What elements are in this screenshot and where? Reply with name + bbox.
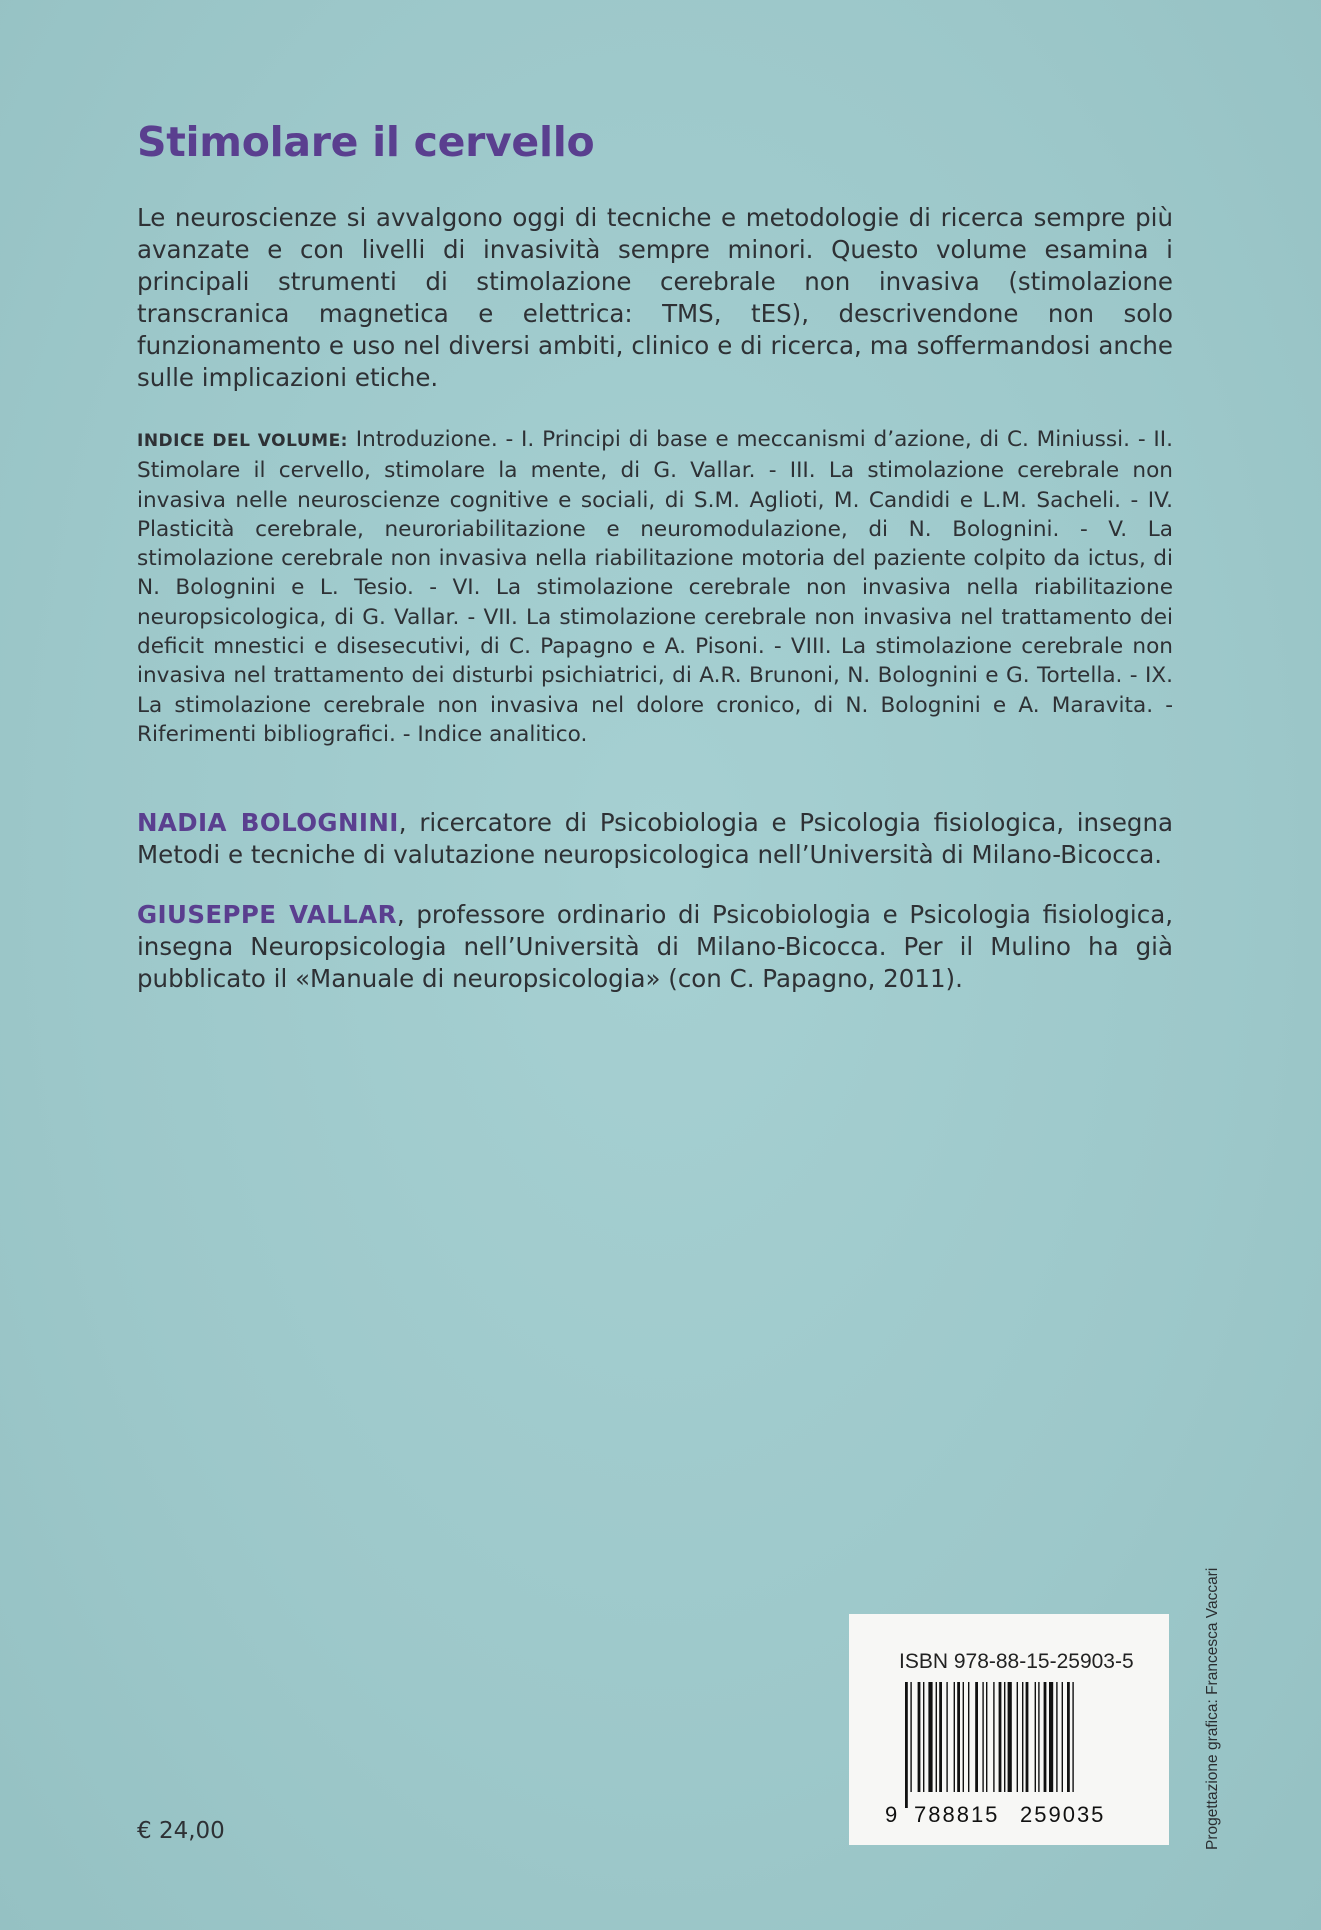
barcode-bar <box>954 1682 955 1792</box>
barcode-bar <box>923 1682 924 1792</box>
barcode-bar <box>968 1682 969 1792</box>
author-description-2: , professore ordinario di Psicobiologia e Psicologia fisiologica, insegna Neuropsicologia nell’Università di Milano-Bicocca. Per il Mulino ha già pubblicato il «Manuale di neuropsicologia» (con C. Papagno, 2011). <box>137 900 1174 993</box>
barcode-bar <box>982 1682 983 1792</box>
price-label: € 24,00 <box>137 1818 225 1844</box>
design-credit: Progettazione grafica: Francesca Vaccari <box>1204 1567 1221 1850</box>
barcode-digit-first: 9 <box>885 1802 898 1827</box>
author-description-1: , ricercatore di Psicobiologia e Psicologia fisiologica, insegna Metodi e tecniche di valutazione neuropsicologica nell’Università di Milano-Bicocca. <box>137 808 1174 869</box>
author-name-1: NADIA BOLOGNINI <box>137 808 399 837</box>
barcode-bar <box>1067 1682 1070 1808</box>
barcode-bar <box>939 1682 942 1792</box>
barcode-bar <box>1035 1682 1036 1792</box>
barcode-bar <box>936 1682 937 1792</box>
barcode-bar <box>999 1682 1002 1792</box>
toc-label: INDICE DEL VOLUME: <box>137 431 348 451</box>
barcode-bar <box>1022 1682 1023 1792</box>
barcode-bar <box>1017 1682 1018 1792</box>
barcode-bar <box>957 1682 960 1792</box>
barcode-bar <box>1044 1682 1047 1792</box>
barcode-bar <box>993 1682 994 1808</box>
barcode-bar <box>1004 1682 1005 1792</box>
barcode-bar <box>1062 1682 1063 1792</box>
author-bio-2 <box>137 899 1173 995</box>
barcode-bar <box>975 1682 978 1792</box>
barcode-bar <box>963 1682 964 1792</box>
barcode-bar <box>1056 1682 1057 1792</box>
book-description: Le neuroscienze si avvalgono oggi di tecniche e metodologie di ricerca sempre più avanzate e con livelli di invasività sempre minori. Questo volume esamina i principali strumenti di stimolazione cerebrale non invasiva (stimolazione transcranica magnetica e elettrica: TMS, tES), descrivendone non solo funzionamento e uso nel diversi ambiti, clinico e di ricerca, ma soffermandosi anche sulle implicazioni etiche. <box>137 203 1173 392</box>
barcode-bar <box>1008 1682 1012 1792</box>
barcode-bar <box>910 1682 911 1808</box>
barcode-bar <box>1072 1682 1073 1808</box>
book-title: Stimolare il cervello <box>137 118 595 166</box>
barcode-bar <box>946 1682 947 1792</box>
barcode-bar <box>918 1682 921 1792</box>
toc-text: Introduzione. - I. Principi di base e meccanismi d’azione, di C. Miniussi. - II. Stimolare il cervello, stimolare la mente, di G. Vallar. - III. La stimolazione cerebrale non invasiva nelle neuroscienze cognitive e sociali, di S.M. Aglioti, M. Candidi e L.M. Sacheli. - IV. Plasticità cerebrale, neuroriabilitazione e neuromodulazione, di N. Bolognini. - V. La stimolazione cerebrale non invasiva nella riabilitazione motoria del paziente colpito da ictus, di N. Bolognini e L. Tesio. - VI. La stimolazione cerebrale non invasiva nella riabilitazione neuropsicologica, di G. Vallar. - VII. La stimolazione cerebrale non invasiva nel trattamento dei deficit mnestici e disesecutivi, di C. Papagno e A. Pisoni. - VIII. La stimolazione cerebrale non invasiva nel trattamento dei disturbi psichiatrici, di A.R. Brunoni, N. Bolognini e G. Tortella. - IX. La stimolazione cerebrale non invasiva nel dolore cronico, di N. Bolognini e A. Maravita. - Riferimenti bibliografici. - Indice analitico. <box>137 427 1174 747</box>
barcode-digits-right: 259035 <box>1020 1802 1106 1827</box>
author-bio-1 <box>137 807 1173 871</box>
barcode-bar <box>1049 1682 1053 1792</box>
barcode-bar <box>986 1682 987 1808</box>
isbn-number: ISBN 978-88-15-25903-5 <box>899 1650 1134 1673</box>
barcode-digits-left: 788815 <box>914 1802 1000 1827</box>
barcode-bar <box>1026 1682 1029 1792</box>
author-name-2: GIUSEPPE VALLAR <box>137 900 397 929</box>
barcode-bar <box>905 1682 908 1808</box>
barcode-bar <box>928 1682 932 1792</box>
isbn-barcode-panel <box>849 1614 1169 1845</box>
barcode-icon <box>881 1682 1143 1832</box>
barcode-bar <box>1038 1682 1039 1792</box>
table-of-contents <box>137 425 1173 749</box>
